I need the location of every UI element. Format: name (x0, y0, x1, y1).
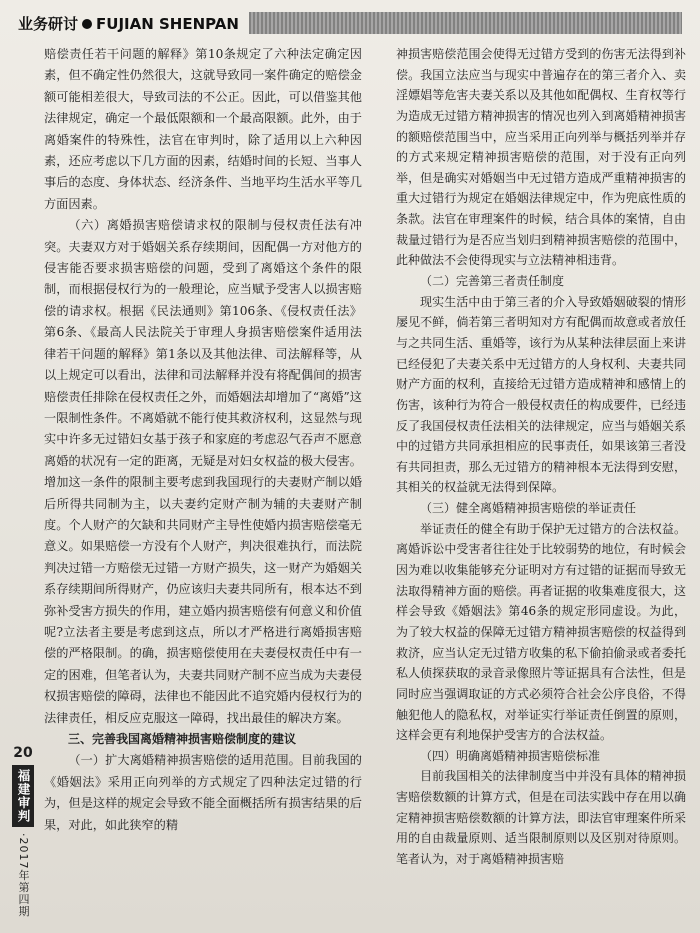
paragraph: 现实生活中由于第三者的介入导致婚姻破裂的情形屡见不鲜，倘若第三者明知对方有配偶而故意或者放任与之共同生活、重婚等，该行为从某种法律层面上来讲已经侵犯了夫妻关系中无过错方的人身权利、夫妻共同财产方面的权利，直接给无过错方造成精神和感情上的伤害，该种行为符合一般侵权责任的构成要件，已经违反了我国侵权责任法相关的法律规定，应当与婚姻关系中的过错方共同承担相应的民事责任，如果该第三者没有共同担责，那么无过错方的精神根本无法得到安慰，其相关的权益就无法得到保障。 (396, 294, 686, 495)
journal-vertical-name: 福建审判 (12, 765, 34, 827)
page-number: 20 (13, 745, 33, 761)
right-column (396, 44, 686, 870)
section-heading: 三、完善我国离婚精神损害赔偿制度的建议 (68, 732, 297, 746)
paragraph: （三）健全离婚精神损害赔偿的举证责任 (420, 501, 637, 516)
bullet-icon (82, 19, 92, 29)
paragraph: （一）扩大离婚精神损害赔偿的适用范围。目前我国的《婚姻法》采用正向列举的方式规定了四种法定过错的行为，但是这样的规定会导致不能全面概括所有损害结果的后果，对此，如此狭窄的精 (44, 753, 362, 832)
page-sidebar (10, 745, 36, 918)
paragraph: 赔偿责任若干问题的解释》第10条规定了六种法定确定因素，但不确定性仍然很大，这就导致同一案件确定的赔偿金额可能相差很大，导致司法的不公正。因此，可以借鉴其他法律规定，确定一个最低限额和一个最高限额。此外，由于离婚案件的特殊性，法官在审判时，除了适用以上六种因素，还应考虑以下几方面的因素，结婚时间的长短、当事人事后的态度、身体状态、经济条件、当地平均生活水平等几方面因素。 (44, 47, 362, 211)
left-column (44, 44, 362, 836)
paragraph: 举证责任的健全有助于保护无过错方的合法权益。离婚诉讼中受害者往往处于比较弱势的地位，有时候会因为难以收集能够充分证明对方有过错的证据而导致无法取得精神方面的赔偿。再者证据的收集难度很大，这样会导致《婚姻法》第46条的规定形同虚设。为此，为了较大权益的保障无过错方精神损害赔偿的权益得到救济，应当认定无过错方收集的私下偷拍偷录或者委托私人侦探获取的录音录像照片等证据具有合法性，但是同时应当强调取证的方式必须符合社会公序良俗，不得触犯他人的隐私权，对举证实行举证责任倒置的原则，这样会更有利地保护受害方的合法权益。 (396, 521, 686, 743)
page-header (18, 10, 682, 36)
journal-title-cn: 业务研讨 (18, 14, 79, 33)
paragraph: 目前我国相关的法律制度当中并没有具体的精神损害赔偿数额的计算方式，但是在司法实践中存在用以确定精神损害赔偿数额的计算方法，即法官审理案件所采用的自由裁量原则、适当限制原则以及区别对待原则。笔者认为，对于离婚精神损害赔 (396, 769, 686, 866)
paragraph: 神损害赔偿范围会使得无过错方受到的伤害无法得到补偿。我国立法应当与现实中普遍存在的第三者介入、卖淫嫖娼等危害夫妻关系以及其他如配偶权、生育权等行为造成无过错方精神损害的情况也列入到离婚精神损害的额赔偿范围当中，应当采用正向列举与概括列举并存的方式来规定精神损害赔偿的范围，对于没有正向列举，但是确实对婚姻当中无过错方造成严重精神损害的重大过错行为规定在婚姻法律规定中，作为兜底性质的条款。法官在审理案件的时候，结合具体的案情，自由裁量过错行为是否应当划归到精神损害赔偿的范围中，此种做法不会使得现实与立法精神相违背。 (396, 47, 686, 268)
journal-title (18, 13, 239, 34)
header-rule (249, 12, 682, 34)
journal-title-en: FUJIAN SHENPAN (96, 14, 239, 33)
paragraph: （二）完善第三者责任制度 (420, 274, 565, 289)
paragraph: （四）明确离婚精神损害赔偿标准 (420, 748, 601, 763)
issue-label: ·2017年第四期 (17, 833, 30, 918)
paragraph: （六）离婚损害赔偿请求权的限制与侵权责任法有冲突。夫妻双方对于婚姻关系存续期间，因配偶一方对他方的侵害能否要求损害赔偿的问题，受到了离婚这个条件的限制，而根据侵权行为的一般理论，应当赋予受害人以损害赔偿的请求权。根据《民法通则》第106条、《侵权责任法》第6条、《最高人民法院关于审理人身损害赔偿案件适用法律若干问题的解释》第1条以及其他法律、司法解释等，从以上规定可以看出，法律和司法解释并没有将配偶间的损害赔偿责任排除在侵权责任之外，而婚姻法却增加了“离婚”这一限制性条件。不离婚就不能行使其救济权利，这显然与现实中许多无过错妇女基于孩子和家庭的考虑忍气吞声不愿意离婚的状况有一定的距离，无疑是对妇女权益的极大侵害。增加这一条件的限制主要考虑到我国现行的夫妻财产制以婚后所得共同制为主，以夫妻约定财产制为辅的夫妻财产制度。个人财产的欠缺和共同财产主导性使婚内损害赔偿毫无意义。如果赔偿一方没有个人财产，判决很难执行，而法院判决过错一方赔偿无过错一方财产损失，这一财产为婚姻关系存续期间所得财产，仍应该归夫妻共同所有，根本达不到弥补受害方损失的作用，建立婚内损害赔偿有何意义和价值呢?立法者主要是考虑到这点，所以才严格进行离婚损害赔偿的严格限制。的确，损害赔偿使用在夫妻侵权责任中有一定的困难，但笔者认为，夫妻共同财产制不应当成为夫妻侵权损害赔偿的障碍，法律也不能因此不追究婚内侵权行为的法律责任，相反应克服这一障碍，找出最佳的解决方案。 (44, 218, 362, 725)
